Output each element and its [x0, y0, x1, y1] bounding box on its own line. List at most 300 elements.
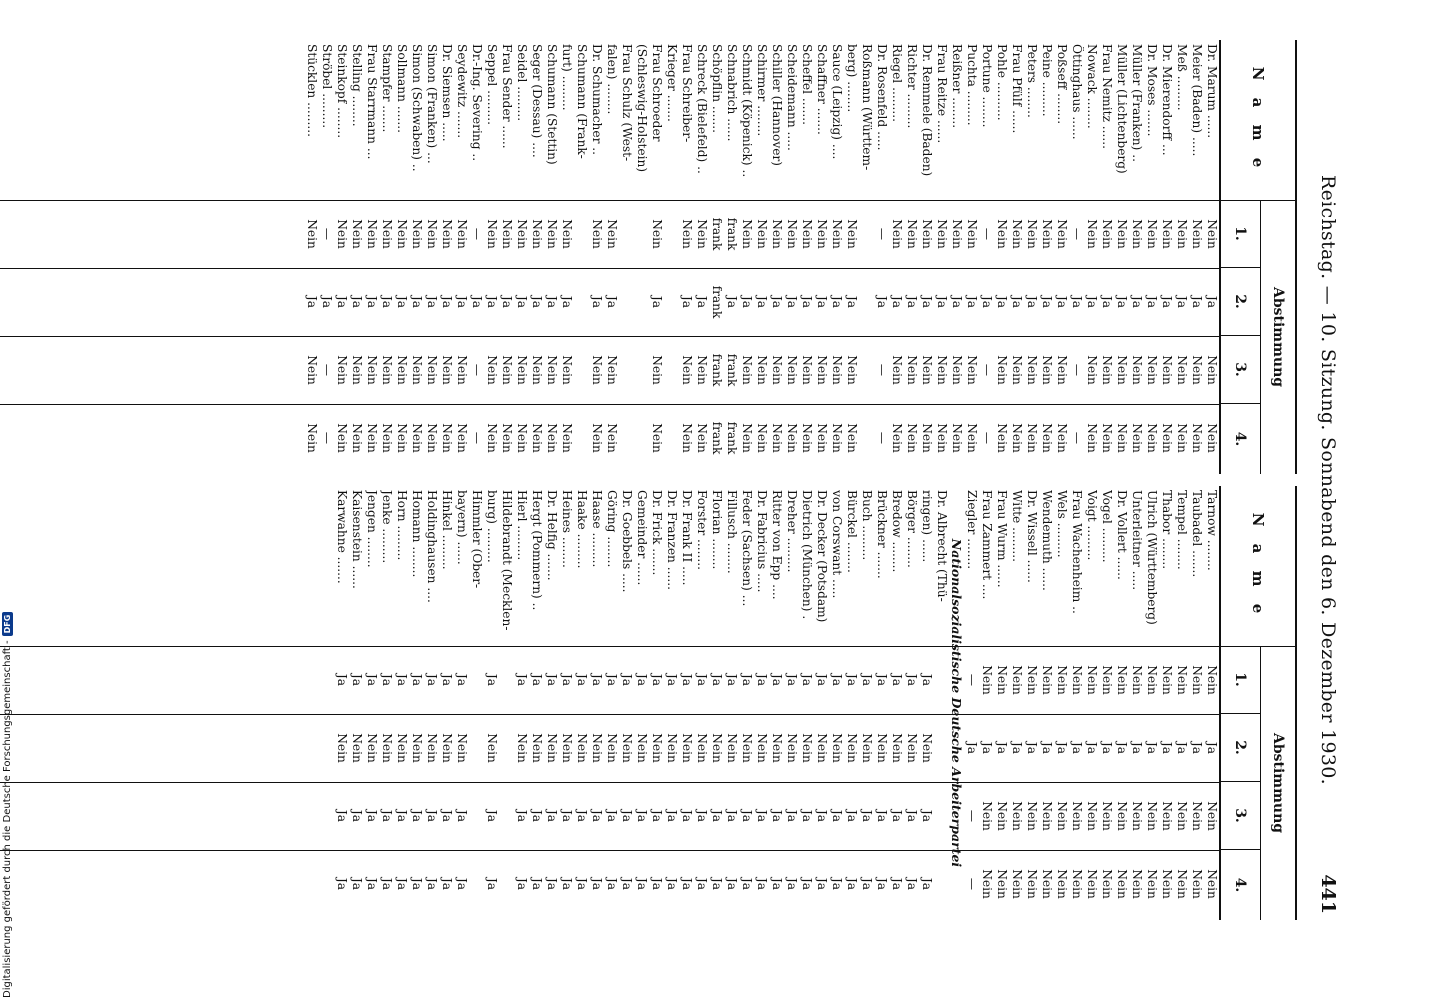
member-name: Steinkopf ........	[335, 44, 349, 139]
table-row	[784, 486, 799, 920]
member-name: Roßmann (Württem-	[860, 44, 874, 171]
member-name: Buch .........	[860, 490, 874, 561]
vote-cell-1: Ja	[905, 673, 919, 687]
member-name: Ulrich (Württemberg)	[1145, 490, 1159, 625]
member-name: Brückner .......	[875, 490, 889, 579]
member-name: Schirmer ........	[755, 44, 769, 137]
member-name: Schnabrich ......	[725, 44, 739, 142]
vote-cell-4: Ja	[785, 877, 799, 891]
vote-cell-3: Nein	[995, 355, 1009, 385]
vote-cell-2: Nein	[815, 733, 829, 763]
table-row	[1009, 40, 1024, 474]
vote-cell-2: Nein	[830, 733, 844, 763]
member-name: Dietrich (München) .	[800, 490, 814, 620]
vote-cell-2: Nein	[575, 733, 589, 763]
vote-cell-3: Nein	[1130, 801, 1144, 831]
table-header	[1219, 486, 1297, 920]
table-row	[979, 40, 994, 474]
member-name: Dr.-Ing. Severing ..	[470, 44, 484, 162]
table-row	[709, 486, 724, 920]
vote-cell-1: Nein	[335, 219, 349, 249]
member-name: Wendemuth ......	[1040, 490, 1054, 591]
table-row	[559, 40, 574, 474]
member-name: Dr. Helfig .......	[545, 490, 559, 581]
vote-cell-3: Ja	[410, 809, 424, 823]
member-name: Schöpflin .......	[710, 44, 724, 134]
vote-cell-4: Ja	[860, 877, 874, 891]
table-row	[454, 40, 469, 474]
table-row	[964, 40, 979, 474]
vote-cell-3: Ja	[635, 809, 649, 823]
vote-cell-3: Ja	[620, 809, 634, 823]
vote-cell-2: Ja	[770, 295, 784, 309]
vote-cell-1: Nein	[560, 219, 574, 249]
vote-cell-2: Nein	[710, 733, 724, 763]
vote-cell-3: Nein	[410, 355, 424, 385]
table-row	[409, 40, 424, 474]
vote-cell-4: frank	[725, 421, 739, 455]
vote-cell-4: Ja	[440, 877, 454, 891]
vote-cell-2: Ja	[755, 295, 769, 309]
vote-cell-3: Nein	[485, 355, 499, 385]
table-row	[1114, 40, 1129, 474]
table-row	[829, 486, 844, 920]
vote-cell-3: Nein	[1040, 355, 1054, 385]
member-name: Ströbel .........	[320, 44, 334, 129]
vote-cell-4: Ja	[905, 877, 919, 891]
member-name: Scheidemann .....	[785, 44, 799, 151]
member-name: Öttinghaus ......	[1070, 44, 1084, 140]
vote-cell-1: Nein	[1115, 219, 1129, 249]
member-name: Puchta .........	[965, 44, 979, 126]
section-label: Nationalsozialistische Deutsche Arbeiterpartei	[949, 538, 964, 868]
vote-cell-3: Nein	[950, 355, 964, 385]
table-row	[709, 40, 724, 474]
vote-cell-3: Nein	[1010, 355, 1024, 385]
table-row	[1099, 486, 1114, 920]
vote-cell-2: Nein	[860, 733, 874, 763]
vote-number-4: 4.	[1232, 431, 1249, 447]
vote-cell-2: Ja	[1130, 295, 1144, 309]
vote-cell-1: Ja	[350, 673, 364, 687]
vote-cell-3: Ja	[920, 809, 934, 823]
member-name: Horn .........	[395, 490, 409, 561]
member-name: Frau Wachenheim ..	[1070, 490, 1084, 614]
vote-cell-1: Nein	[695, 219, 709, 249]
vote-cell-4: Nein	[1040, 869, 1054, 899]
member-name: Homann ........	[410, 490, 424, 578]
vote-cell-4: Nein	[1010, 869, 1024, 899]
table-row	[364, 486, 379, 920]
vote-cell-4: Nein	[1055, 423, 1069, 453]
table-row	[1189, 486, 1204, 920]
vote-cell-1: Nein	[1115, 665, 1129, 695]
table-row	[934, 486, 949, 920]
vote-cell-2: Ja	[830, 295, 844, 309]
vote-cell-3: Nein	[830, 355, 844, 385]
vote-cell-1: Nein	[1085, 665, 1099, 695]
member-name: Jengen ........	[365, 490, 379, 568]
vote-cell-3: Nein	[590, 355, 604, 385]
member-name: Poßseff ........	[1055, 44, 1069, 125]
member-name: Dreher .........	[785, 490, 799, 573]
vote-cell-4: Nein	[305, 423, 319, 453]
member-name: Frau Wurm ......	[995, 490, 1009, 588]
vote-group-label: Abstimmung	[1260, 200, 1295, 474]
member-name: Hergt (Pommern) ..	[530, 490, 544, 611]
vote-cell-4: Ja	[410, 877, 424, 891]
member-name: berg) ........	[845, 44, 859, 113]
vote-cell-1: Nein	[1025, 219, 1039, 249]
member-name: Taubadel .......	[1190, 490, 1204, 578]
vote-cell-1: Ja	[815, 673, 829, 687]
table-row	[814, 40, 829, 474]
vote-cell-1: —	[875, 227, 889, 241]
vote-cell-4: Nein	[365, 423, 379, 453]
vote-cell-3: Ja	[590, 809, 604, 823]
vote-cell-3: Nein	[845, 355, 859, 385]
vote-cell-3: —	[980, 363, 994, 377]
vote-number-2: 2.	[1221, 268, 1260, 336]
vote-cell-1: Nein	[680, 219, 694, 249]
vote-cell-2: Nein	[905, 733, 919, 763]
vote-number-4: 4.	[1232, 877, 1249, 893]
vote-cell-4: Nein	[1205, 423, 1219, 453]
table-row	[949, 40, 964, 474]
vote-cell-2: Ja	[1040, 741, 1054, 755]
member-name: Riegel .........	[890, 44, 904, 122]
table-row	[679, 486, 694, 920]
vote-cell-4: Ja	[845, 877, 859, 891]
table-row	[334, 40, 349, 474]
member-name: Meß .........	[1175, 44, 1189, 111]
vote-cell-1: Ja	[455, 673, 469, 687]
vote-cell-2: Ja	[1100, 741, 1114, 755]
table-row	[574, 486, 589, 920]
table-row	[544, 40, 559, 474]
vote-cell-1: Nein	[935, 219, 949, 249]
vote-cell-2: Ja	[1085, 741, 1099, 755]
vote-cell-2: Nein	[560, 733, 574, 763]
vote-cell-4: Nein	[425, 423, 439, 453]
vote-cell-3: Ja	[575, 809, 589, 823]
member-name: Witte .........	[1010, 490, 1024, 562]
vote-cell-3: Ja	[890, 809, 904, 823]
vote-cell-1: Ja	[740, 673, 754, 687]
vote-cell-2: Ja	[740, 295, 754, 309]
vote-cell-2: Nein	[680, 733, 694, 763]
vote-cell-1: Nein	[1070, 665, 1084, 695]
table-row	[304, 40, 319, 474]
vote-cell-2: Nein	[410, 733, 424, 763]
table-row	[724, 486, 739, 920]
vote-cell-4: Nein	[935, 423, 949, 453]
vote-cell-1: Nein	[1040, 665, 1054, 695]
vote-cell-2: Nein	[335, 733, 349, 763]
table-row	[634, 40, 649, 474]
vote-cell-2: Ja	[980, 741, 994, 755]
vote-number-2: 2.	[1221, 714, 1260, 782]
vote-cell-3: Nein	[890, 355, 904, 385]
vote-cell-1: Ja	[545, 673, 559, 687]
member-name: Florian ........	[710, 490, 724, 570]
table-row	[1174, 40, 1189, 474]
vote-cell-1: —	[965, 673, 979, 687]
member-name: burg) .........	[485, 490, 499, 563]
member-name: Frau Reitze ......	[935, 44, 949, 144]
member-name: Feder (Sachsen) ...	[740, 490, 754, 607]
vote-cell-3: Nein	[560, 355, 574, 385]
vote-cell-4: —	[470, 431, 484, 445]
vote-cell-1: Nein	[1130, 219, 1144, 249]
vote-cell-4: Nein	[1160, 869, 1174, 899]
member-name: Frau Nemitz ......	[1100, 44, 1114, 150]
member-name: Dr. Frank II .....	[680, 490, 694, 586]
member-name: falen) ........	[605, 44, 619, 115]
vote-cell-1: Nein	[485, 219, 499, 249]
table-row	[919, 40, 934, 474]
vote-cell-3: Nein	[395, 355, 409, 385]
vote-cell-4: Nein	[995, 423, 1009, 453]
vote-cell-1: Ja	[725, 673, 739, 687]
vote-cell-2: Ja	[1145, 741, 1159, 755]
vote-cell-4: Nein	[1055, 869, 1069, 899]
vote-cell-2: Nein	[440, 733, 454, 763]
vote-cell-1: —	[320, 227, 334, 241]
vote-cell-3: Nein	[365, 355, 379, 385]
vote-cell-2: Ja	[1130, 741, 1144, 755]
vote-cell-1: Ja	[800, 673, 814, 687]
vote-cell-1: Nein	[995, 219, 1009, 249]
member-name: Himmler (Ober-	[470, 490, 484, 589]
vote-cell-3: Ja	[560, 809, 574, 823]
vote-cell-3: Ja	[725, 809, 739, 823]
vote-cell-1: Nein	[1145, 665, 1159, 695]
table-row	[874, 486, 889, 920]
table-row	[919, 486, 934, 920]
vote-cell-2: Nein	[590, 733, 604, 763]
vote-cell-4: Nein	[1115, 423, 1129, 453]
vote-cell-2: Ja	[1025, 295, 1039, 309]
table-row	[889, 40, 904, 474]
vote-cell-2: Ja	[1070, 741, 1084, 755]
vote-cell-1: Ja	[695, 673, 709, 687]
vote-cell-2: Ja	[1055, 295, 1069, 309]
vote-cell-4: Nein	[1100, 423, 1114, 453]
vote-cell-4: Ja	[620, 877, 634, 891]
vote-cell-4: Ja	[665, 877, 679, 891]
vote-cell-3: Nein	[1025, 355, 1039, 385]
vote-cell-1: Nein	[440, 219, 454, 249]
table-row	[379, 40, 394, 474]
vote-cell-4: Nein	[350, 423, 364, 453]
member-name: Dr. Wissell ......	[1025, 490, 1039, 583]
member-name: Meier (Baden) .....	[1190, 44, 1204, 157]
vote-cell-4: —	[875, 431, 889, 445]
vote-cell-1: Ja	[710, 673, 724, 687]
member-name: Sollmann .......	[395, 44, 409, 133]
table-row	[1054, 40, 1069, 474]
member-name: Stelling ........	[350, 44, 364, 127]
vote-cell-2: Ja	[995, 741, 1009, 755]
vote-cell-4: Nein	[1190, 869, 1204, 899]
vote-table-left	[0, 40, 1297, 474]
vote-cell-2: Nein	[650, 733, 664, 763]
vote-cell-2: Ja	[1115, 295, 1129, 309]
vote-cell-2: Ja	[1070, 295, 1084, 309]
table-row	[649, 486, 664, 920]
member-name: Dr. Schumacher ..	[590, 44, 604, 156]
vote-cell-3: Nein	[785, 355, 799, 385]
vote-cell-1: Nein	[1055, 219, 1069, 249]
table-row	[739, 486, 754, 920]
vote-cell-3: Nein	[1085, 355, 1099, 385]
vote-cell-3: —	[875, 363, 889, 377]
table-row	[694, 486, 709, 920]
vote-cell-4: —	[1070, 431, 1084, 445]
member-name: Hildebrandt (Mecklen-	[500, 490, 514, 631]
member-name: Frau Starrmann ...	[365, 44, 379, 160]
table-row	[1129, 40, 1144, 474]
table-row	[1189, 40, 1204, 474]
vote-cell-2: Ja	[320, 295, 334, 309]
vote-cell-2: Ja	[1175, 741, 1189, 755]
vote-cell-2: Ja	[440, 295, 454, 309]
vote-cell-2: Ja	[1190, 295, 1204, 309]
member-name: Ritter von Epp ....	[770, 490, 784, 600]
vote-cell-3: Nein	[515, 355, 529, 385]
vote-cell-1: —	[1070, 227, 1084, 241]
vote-cell-4: Nein	[1025, 423, 1039, 453]
table-row	[1159, 486, 1174, 920]
table-row	[694, 40, 709, 474]
vote-cell-4: Nein	[590, 423, 604, 453]
vote-cell-2: Ja	[1205, 295, 1219, 309]
table-row	[769, 40, 784, 474]
member-name: Voigt .........	[1085, 490, 1099, 561]
vote-cell-1: Nein	[1145, 219, 1159, 249]
vote-cell-4: Ja	[590, 877, 604, 891]
vote-cell-2: Nein	[425, 733, 439, 763]
digitization-note	[2, 612, 13, 998]
member-name: Stücklen .........	[305, 44, 319, 138]
table-row	[499, 486, 514, 920]
vote-cell-1: —	[980, 227, 994, 241]
table-row	[349, 486, 364, 920]
vote-cell-1: Ja	[860, 673, 874, 687]
table-row	[439, 486, 454, 920]
vote-cell-2: Ja	[1115, 741, 1129, 755]
vote-cell-3: Nein	[1190, 355, 1204, 385]
vote-cell-4: Nein	[380, 423, 394, 453]
vote-cell-3: Nein	[1055, 355, 1069, 385]
vote-cell-4: Nein	[1190, 423, 1204, 453]
vote-cell-1: Nein	[1190, 219, 1204, 249]
vote-cell-4: Ja	[815, 877, 829, 891]
vote-cell-2: Ja	[380, 295, 394, 309]
member-name: Dr. Remmele (Baden)	[920, 44, 934, 177]
vote-cell-1: Nein	[785, 219, 799, 249]
member-name: Unterleitner .....	[1130, 490, 1144, 591]
vote-cell-3: Ja	[695, 809, 709, 823]
vote-cell-4: Ja	[770, 877, 784, 891]
vote-cell-1: Nein	[530, 219, 544, 249]
vote-cell-4: Nein	[815, 423, 829, 453]
vote-group-label: Abstimmung	[1260, 646, 1295, 920]
page-number: 441	[1317, 874, 1339, 914]
vote-cell-1: Nein	[425, 219, 439, 249]
vote-cell-1: Nein	[800, 219, 814, 249]
vote-cell-2: Nein	[665, 733, 679, 763]
vote-cell-3: Ja	[710, 809, 724, 823]
vote-cell-4: Nein	[845, 423, 859, 453]
table-row	[1204, 40, 1219, 474]
vote-cell-2: Ja	[350, 295, 364, 309]
table-row	[589, 40, 604, 474]
member-name: Holdinghausen ....	[425, 490, 439, 603]
vote-cell-1: Ja	[665, 673, 679, 687]
vote-cell-1: Ja	[785, 673, 799, 687]
vote-cell-1: Nein	[515, 219, 529, 249]
member-name: Bürckel ........	[845, 490, 859, 573]
member-name: Thabor ........	[1160, 490, 1174, 570]
vote-cell-4: Nein	[410, 423, 424, 453]
table-row	[469, 486, 484, 920]
vote-cell-4: Ja	[740, 877, 754, 891]
vote-cell-3: Nein	[1100, 801, 1114, 831]
member-name: bayern) ......	[455, 490, 469, 565]
vote-cell-3: Nein	[1175, 355, 1189, 385]
member-name: Simon (Franken) ...	[425, 44, 439, 164]
member-name: Dr. Vollert ......	[1115, 490, 1129, 580]
vote-cell-1: Nein	[1100, 219, 1114, 249]
vote-cell-4: Nein	[530, 423, 544, 453]
vote-cell-2: Ja	[875, 295, 889, 309]
vote-cell-2: Ja	[485, 295, 499, 309]
vote-cell-2: Ja	[410, 295, 424, 309]
vote-cell-3: Nein	[530, 355, 544, 385]
table-row	[1069, 486, 1084, 920]
table-row	[649, 40, 664, 474]
table-row	[394, 486, 409, 920]
member-name: Gemeinder ......	[635, 490, 649, 586]
vote-cell-2: Nein	[605, 733, 619, 763]
vote-cell-2: Ja	[1160, 741, 1174, 755]
vote-cell-4: Ja	[920, 877, 934, 891]
member-name: Schumann (Stettin)	[545, 44, 559, 165]
member-name: Tarnow ........	[1205, 490, 1219, 571]
vote-cell-3: Ja	[395, 809, 409, 823]
vote-cell-1: Ja	[680, 673, 694, 687]
vote-cell-3: Nein	[335, 355, 349, 385]
vote-table-right	[0, 486, 1297, 920]
vote-cell-2: Ja	[1085, 295, 1099, 309]
vote-cell-2: Ja	[1205, 741, 1219, 755]
table-row	[739, 40, 754, 474]
member-name: (Schleswig-Holstein)	[635, 44, 649, 173]
vote-cell-3: Nein	[1070, 801, 1084, 831]
vote-cell-1: Nein	[740, 219, 754, 249]
vote-cell-3: Nein	[770, 355, 784, 385]
vote-cell-2: Ja	[515, 295, 529, 309]
vote-cell-1: Nein	[995, 665, 1009, 695]
vote-cell-4: Nein	[905, 423, 919, 453]
vote-cell-3: Nein	[695, 355, 709, 385]
vote-cell-3: Ja	[605, 809, 619, 823]
vote-cell-1: Nein	[455, 219, 469, 249]
table-row	[889, 486, 904, 920]
vote-cell-2: Ja	[1010, 295, 1024, 309]
